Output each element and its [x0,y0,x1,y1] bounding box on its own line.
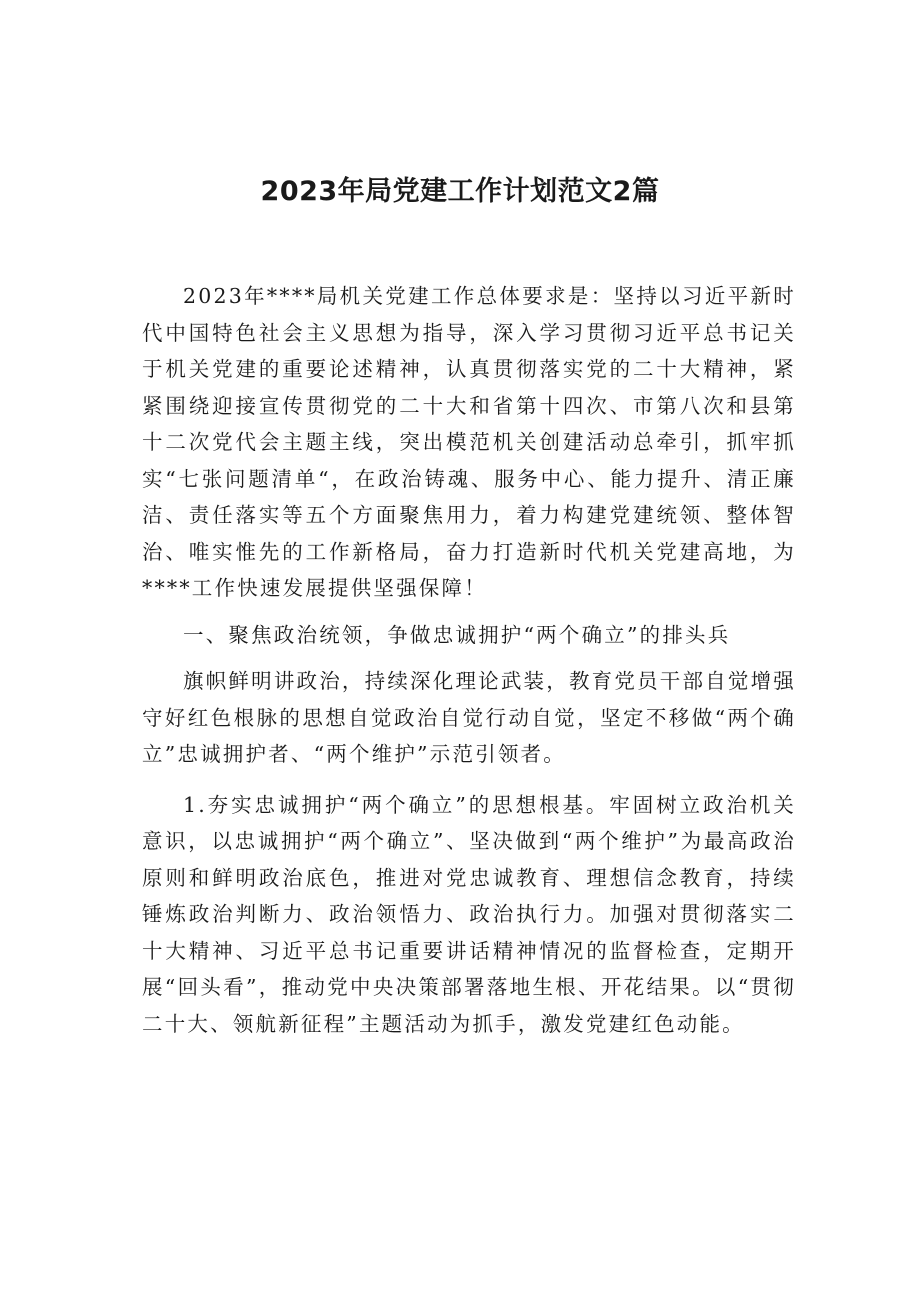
paragraph-item-1: 1.夯实忠诚拥护“两个确立”的思想根基。牢固树立政治机关意识，以忠诚拥护“两个确立”、坚决做到“两个维护”为最高政治原则和鲜明政治底色，推进对党忠诚教育、理想信念教育，持续锤炼政治判断力、政治领悟力、政治执行力。加强对贯彻落实二十大精神、习近平总书记重要讲话精神情况的监督检查，定期开展“回头看”，推动党中央决策部署落地生根、开花结果。以“贯彻二十大、领航新征程”主题活动为抓手，激发党建红色动能。 [142,792,796,1036]
document-body [142,278,796,1042]
paragraph-section-1-intro: 旗帜鲜明讲政治，持续深化理论武装，教育党员干部自觉增强守好红色根脉的思想自觉政治自觉行动自觉，坚定不移做“两个确立”忠诚拥护者、“两个维护”示范引领者。 [142,669,796,766]
page-title: 2023年局党建工作计划范文2篇 [260,176,660,207]
section-heading-1: 一、聚焦政治统领，争做忠诚拥护“两个确立”的排头兵 [183,622,731,647]
paragraph-overall-requirements: 2023年****局机关党建工作总体要求是：坚持以习近平新时代中国特色社会主义思想为指导，深入学习贯彻习近平总书记关于机关党建的重要论述精神，认真贯彻落实党的二十大精神，紧紧围绕迎接宣传贯彻党的二十大和省第十四次、市第八次和县第十二次党代会主题主线，突出模范机关创建活动总牵引，抓牢抓实“七张问题清单“，在政治铸魂、服务中心、能力提升、清正廉洁、责任落实等五个方面聚焦用力，着力构建党建统领、整体智治、唯实惟先的工作新格局，奋力打造新时代机关党建高地，为****工作快速发展提供坚强保障！ [142,284,796,600]
